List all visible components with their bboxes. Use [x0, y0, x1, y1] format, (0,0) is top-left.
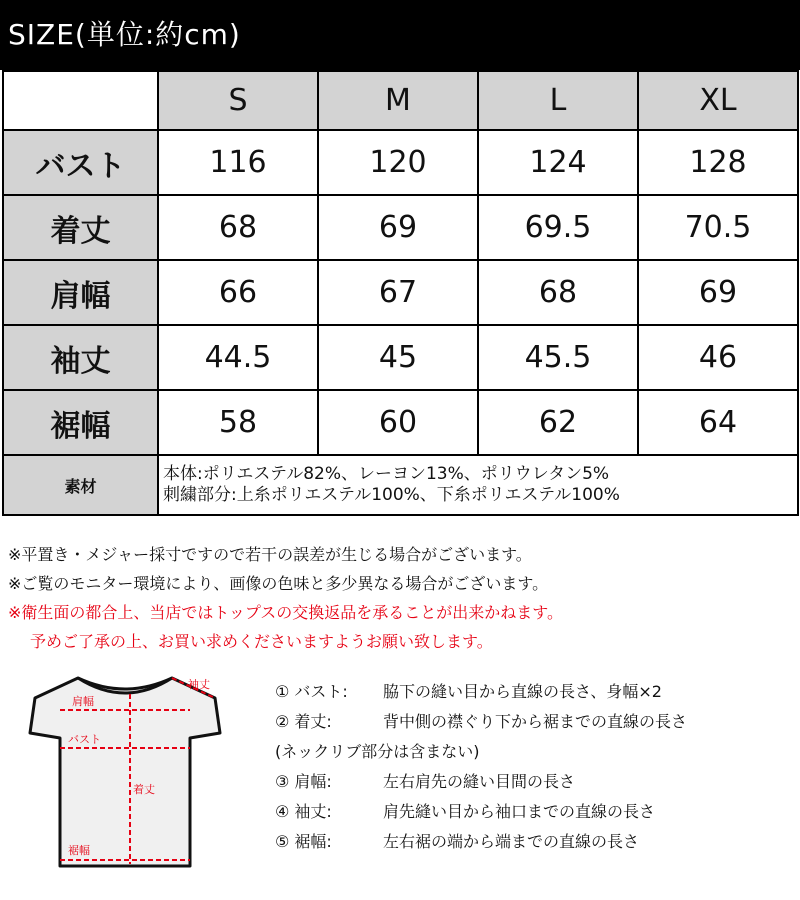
table-cell: 66 — [158, 260, 318, 325]
row-label: バスト — [3, 130, 158, 195]
table-cell: 46 — [638, 325, 798, 390]
size-header-s: S — [158, 71, 318, 130]
table-cell: 68 — [478, 260, 638, 325]
material-label: 素材 — [3, 455, 158, 515]
table-cell: 69.5 — [478, 195, 638, 260]
table-row — [3, 260, 798, 325]
shoulder-label: 肩幅 — [72, 695, 94, 708]
page-title: SIZE(単位:約cm) — [0, 0, 800, 70]
table-cell: 45 — [318, 325, 478, 390]
legend-desc: 脇下の縫い目から直線の長さ、身幅×2 — [383, 682, 662, 701]
table-cell: 69 — [318, 195, 478, 260]
material-row — [3, 455, 798, 515]
legend-item — [275, 767, 795, 797]
legend-desc: 肩先縫い目から袖口までの直線の長さ — [383, 802, 656, 821]
table-cell: 124 — [478, 130, 638, 195]
table-row — [3, 195, 798, 260]
table-cell: 60 — [318, 390, 478, 455]
table-cell: 62 — [478, 390, 638, 455]
table-cell: 58 — [158, 390, 318, 455]
table-cell: 45.5 — [478, 325, 638, 390]
table-cell: 70.5 — [638, 195, 798, 260]
legend-desc: 左右肩先の縫い目間の長さ — [383, 772, 576, 791]
table-cell: 128 — [638, 130, 798, 195]
note-no-returns: ※衛生面の都合上、当店ではトップスの交換返品を承ることが出来かねます。 — [8, 603, 564, 622]
size-header-l: L — [478, 71, 638, 130]
table-cell: 69 — [638, 260, 798, 325]
legend-term: ⑤ 裾幅: — [275, 832, 332, 851]
length-label: 着丈 — [133, 783, 155, 796]
size-header-m: M — [318, 71, 478, 130]
row-label: 袖丈 — [3, 325, 158, 390]
table-row — [3, 325, 798, 390]
size-header-row — [3, 71, 798, 130]
legend-desc: (ネックリブ部分は含まない) — [275, 742, 480, 761]
measurement-legend — [275, 677, 795, 857]
table-cell: 44.5 — [158, 325, 318, 390]
table-row — [3, 390, 798, 455]
row-label: 裾幅 — [3, 390, 158, 455]
table-cell: 64 — [638, 390, 798, 455]
table-cell: 116 — [158, 130, 318, 195]
size-table — [2, 70, 799, 516]
legend-term: ② 着丈: — [275, 712, 332, 731]
hem-label: 裾幅 — [68, 844, 90, 857]
legend-item — [275, 677, 795, 707]
notes — [8, 540, 798, 656]
material-line-body: 本体:ポリエステル82%、レーヨン13%、ポリウレタン5% — [163, 464, 610, 484]
corner-cell — [3, 71, 158, 130]
row-label: 肩幅 — [3, 260, 158, 325]
table-row — [3, 130, 798, 195]
tshirt-outline — [30, 678, 220, 866]
bust-label: バスト — [68, 733, 101, 746]
legend-term: ④ 袖丈: — [275, 802, 332, 821]
sleeve-label: 袖丈 — [188, 678, 210, 691]
size-header-xl: XL — [638, 71, 798, 130]
material-cell — [158, 455, 798, 515]
legend-term: ③ 肩幅: — [275, 772, 332, 791]
legend-desc: 背中側の襟ぐり下から裾までの直線の長さ — [383, 712, 688, 731]
note-acknowledge: 予めご了承の上、お買い求めくださいますようお願い致します。 — [30, 632, 493, 651]
material-line-embroidery: 刺繍部分:上糸ポリエステル100%、下糸ポリエステル100% — [163, 485, 620, 505]
legend-item — [275, 797, 795, 827]
legend-item — [275, 707, 795, 737]
note-measurement: ※平置き・メジャー採寸ですので若干の誤差が生じる場合がございます。 — [8, 545, 532, 564]
row-label: 着丈 — [3, 195, 158, 260]
table-cell: 67 — [318, 260, 478, 325]
legend-item — [275, 737, 795, 767]
table-cell: 120 — [318, 130, 478, 195]
table-cell: 68 — [158, 195, 318, 260]
tshirt-measurement-diagram — [20, 668, 230, 873]
legend-item — [275, 827, 795, 857]
legend-term: ① バスト: — [275, 682, 348, 701]
legend-desc: 左右裾の端から端までの直線の長さ — [383, 832, 640, 851]
note-monitor: ※ご覧のモニター環境により、画像の色味と多少異なる場合がございます。 — [8, 574, 549, 593]
